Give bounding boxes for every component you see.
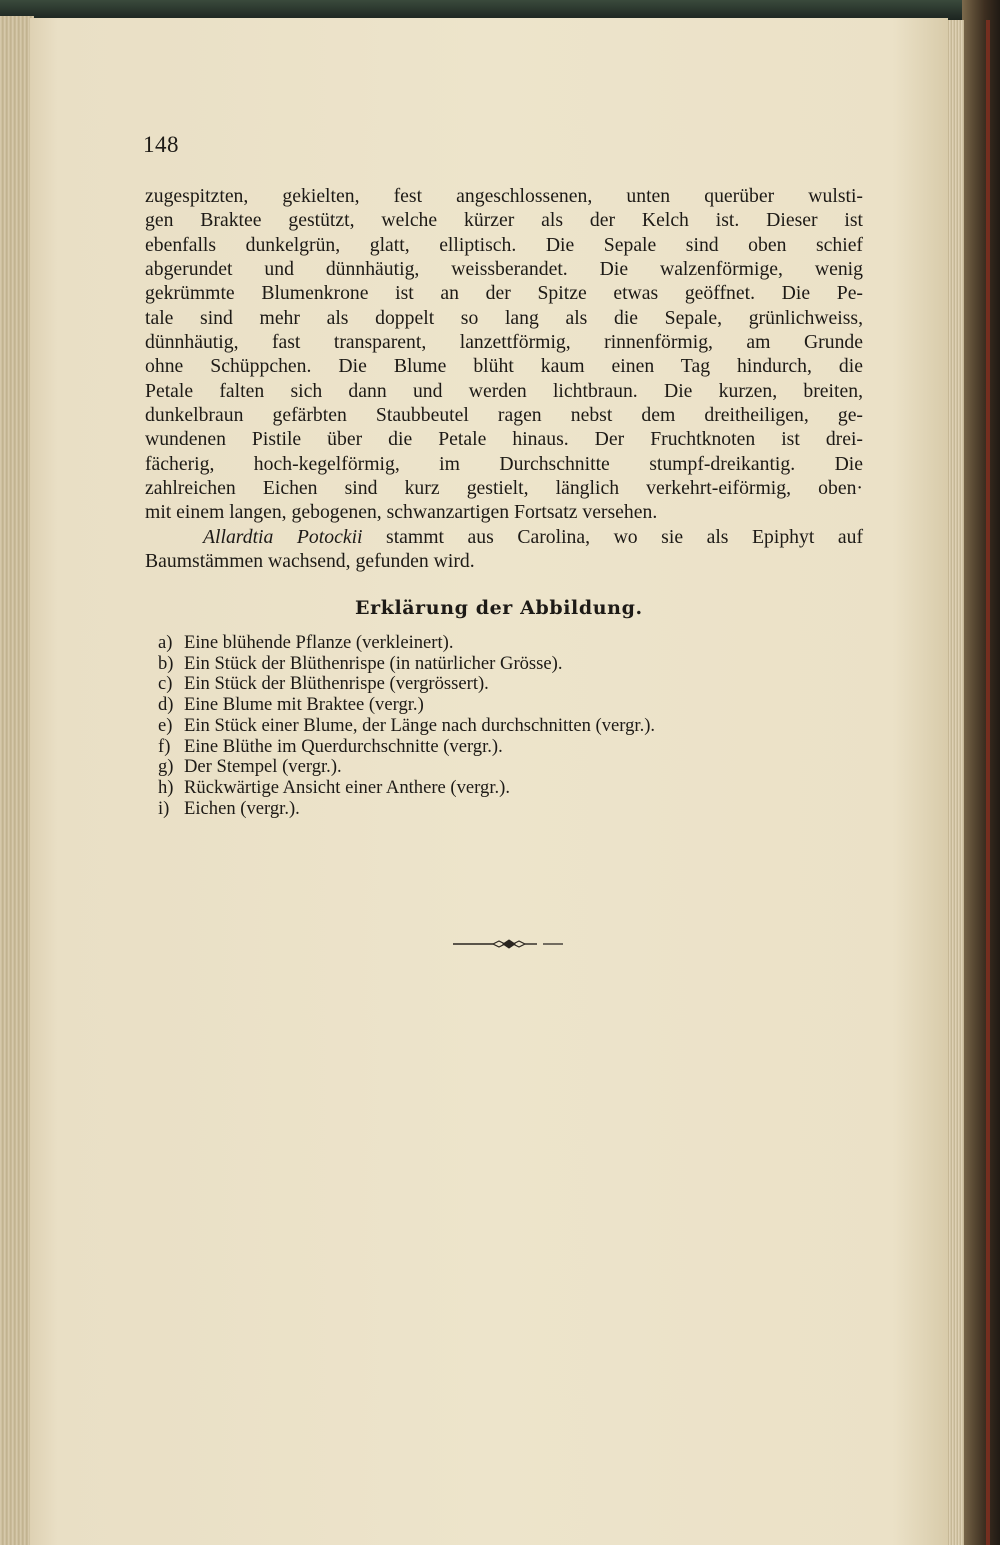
text-line: Petale falten sich dann und werden lichtbraun. Die kurzen, breiten, <box>145 379 863 402</box>
binding-thread <box>986 20 990 1545</box>
page-number: 148 <box>143 132 179 157</box>
text-line: wundenen Pistile über die Petale hinaus. Der Fruchtknoten ist drei- <box>145 428 863 451</box>
caption-text: Eine blühende Pflanze (verkleinert). <box>184 632 454 653</box>
body-text <box>145 184 863 574</box>
caption-text: Ein Stück der Blüthenrispe (in natürlicher Grösse). <box>184 652 563 674</box>
caption-item <box>158 737 798 758</box>
text-line: abgerundet und dünnhäutig, weissberandet. Die walzenförmige, wenig <box>145 258 863 281</box>
right-page-edges <box>946 20 964 1545</box>
text-line: tale sind mehr als doppelt so lang als die Sepale, grünlichweiss, <box>145 306 863 329</box>
caption-letter: c) <box>158 673 173 695</box>
caption-text: Eine Blüthe im Querdurchschnitte (vergr.). <box>184 735 503 757</box>
figure-captions <box>158 633 798 819</box>
text-line: mit einem langen, gebogenen, schwanzartigen Fortsatz versehen. <box>145 501 658 524</box>
text-line: gekrümmte Blumenkrone ist an der Spitze etwas geöffnet. Die Pe- <box>145 282 863 305</box>
caption-letter: d) <box>158 694 174 716</box>
caption-item <box>158 695 798 716</box>
caption-letter: f) <box>158 735 171 757</box>
left-page-edges <box>0 16 34 1545</box>
caption-letter: i) <box>158 797 170 819</box>
caption-text: Der Stempel (vergr.). <box>184 756 342 778</box>
caption-item <box>158 799 798 820</box>
caption-letter: a) <box>158 632 173 653</box>
text-line: zugespitzten, gekielten, fest angeschlossenen, unten querüber wulsti- <box>145 185 863 207</box>
caption-text: Ein Stück einer Blume, der Länge nach durchschnitten (vergr.). <box>184 714 656 736</box>
binding-top-edge <box>0 0 1000 20</box>
text-line: ebenfalls dunkelgrün, glatt, elliptisch. Die Sepale sind oben schief <box>145 233 863 256</box>
text-line: fächerig, hoch-kegelförmig, im Durchschnitte stumpf-dreikantig. Die <box>145 452 863 475</box>
dash-ornament-icon <box>453 937 563 951</box>
caption-letter: e) <box>158 714 173 736</box>
caption-item <box>158 757 798 778</box>
caption-text: Rückwärtige Ansicht einer Anthere (vergr.). <box>184 776 510 798</box>
text-line: dunkelbraun gefärbten Staubbeutel ragen nebst dem dreitheiligen, ge- <box>145 404 863 427</box>
caption-letter: b) <box>158 652 174 674</box>
caption-item <box>158 633 798 654</box>
text-line: zahlreichen Eichen sind kurz gestielt, länglich verkehrt-eiförmig, oben· <box>145 477 863 500</box>
text-line: ohne Schüppchen. Die Blume blüht kaum einen Tag hindurch, die <box>145 355 863 378</box>
paragraph-2-line-2: Baumstämmen wachsend, gefunden wird. <box>145 550 475 573</box>
caption-text: Ein Stück der Blüthenrispe (vergrössert). <box>184 673 489 695</box>
caption-item <box>158 778 798 799</box>
caption-item <box>158 716 798 737</box>
explanation-heading: Erklärung der Abbildung. <box>355 597 643 619</box>
caption-text: Eine Blume mit Braktee (vergr.) <box>184 694 424 716</box>
paragraph-2-line-1-rest: stammt aus Carolina, wo sie als Epiphyt auf <box>362 525 864 548</box>
text-line: gen Braktee gestützt, welche kürzer als der Kelch ist. Dieser ist <box>145 209 863 232</box>
book-cover-edge <box>962 0 1000 1545</box>
caption-letter: h) <box>158 776 174 798</box>
caption-text: Eichen (vergr.). <box>184 797 300 819</box>
caption-item <box>158 674 798 695</box>
text-line: dünnhäutig, fast transparent, lanzettförmig, rinnenförmig, am Grunde <box>145 331 863 354</box>
caption-item <box>158 654 798 675</box>
paragraph-2-line-1 <box>145 525 863 549</box>
caption-letter: g) <box>158 756 174 778</box>
species-name: Allardtia Potockii <box>203 525 363 548</box>
